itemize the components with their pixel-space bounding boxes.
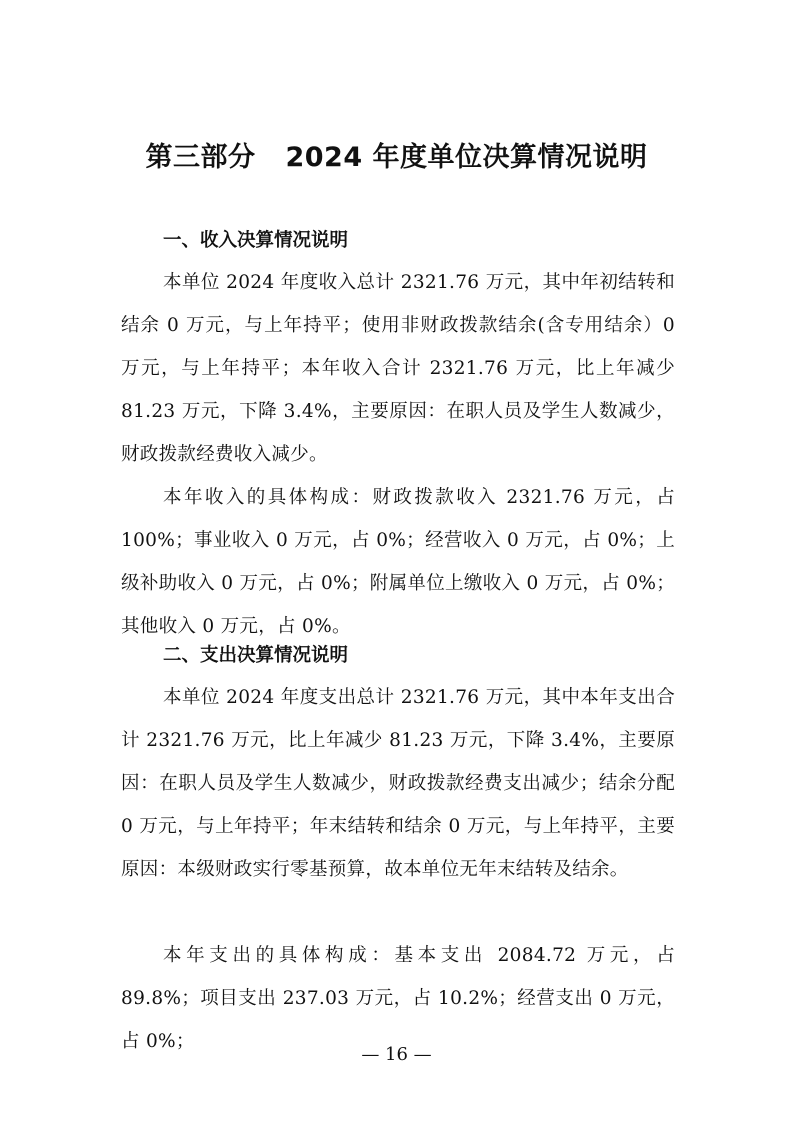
title-part: 第三部分 xyxy=(145,142,256,173)
title-main: 2024 年度单位决算情况说明 xyxy=(285,142,648,173)
income-summary-paragraph: 本单位 2024 年度收入总计 2321.76 万元，其中年初结转和结余 0 万元，与上年持平；使用非财政拨款结余(含专用结余）0 万元，与上年持平；本年收入合计 2321.76 万元，比上年减少 81.23 万元，下降 3.4%，主要原因：在职人员及学生人数减少，财政拨款经费收入减少。 xyxy=(121,272,675,465)
expenditure-summary-paragraph: 本单位 2024 年度支出总计 2321.76 万元，其中本年支出合计 2321.76 万元，比上年减少 81.23 万元，下降 3.4%，主要原因：在职人员及学生人数减少，财政拨款经费支出减少；结余分配 0 万元，与上年持平；年末结转和结余 0 万元，与上年持平，主要原因：本级财政实行零基预算，故本单位无年末结转及结余。 xyxy=(121,687,675,880)
expenditure-composition-paragraph: 本年支出的具体构成：基本支出 2084.72 万元，占 89.8%；项目支出 237.03 万元，占 10.2%；经营支出 0 万元，占 0%； xyxy=(121,945,675,1052)
page-title xyxy=(60,136,733,180)
section-heading-income: 一、收入决算情况说明 xyxy=(163,230,349,251)
page-number: — 16 — xyxy=(361,1044,432,1065)
section-heading-expenditure: 二、支出决算情况说明 xyxy=(163,645,349,666)
income-composition-paragraph: 本年收入的具体构成：财政拨款收入 2321.76 万元，占 100%；事业收入 0 万元，占 0%；经营收入 0 万元，占 0%；上级补助收入 0 万元，占 0%；附属单位上缴收入 0 万元，占 0%；其他收入 0 万元，占 0%。 xyxy=(121,487,675,637)
